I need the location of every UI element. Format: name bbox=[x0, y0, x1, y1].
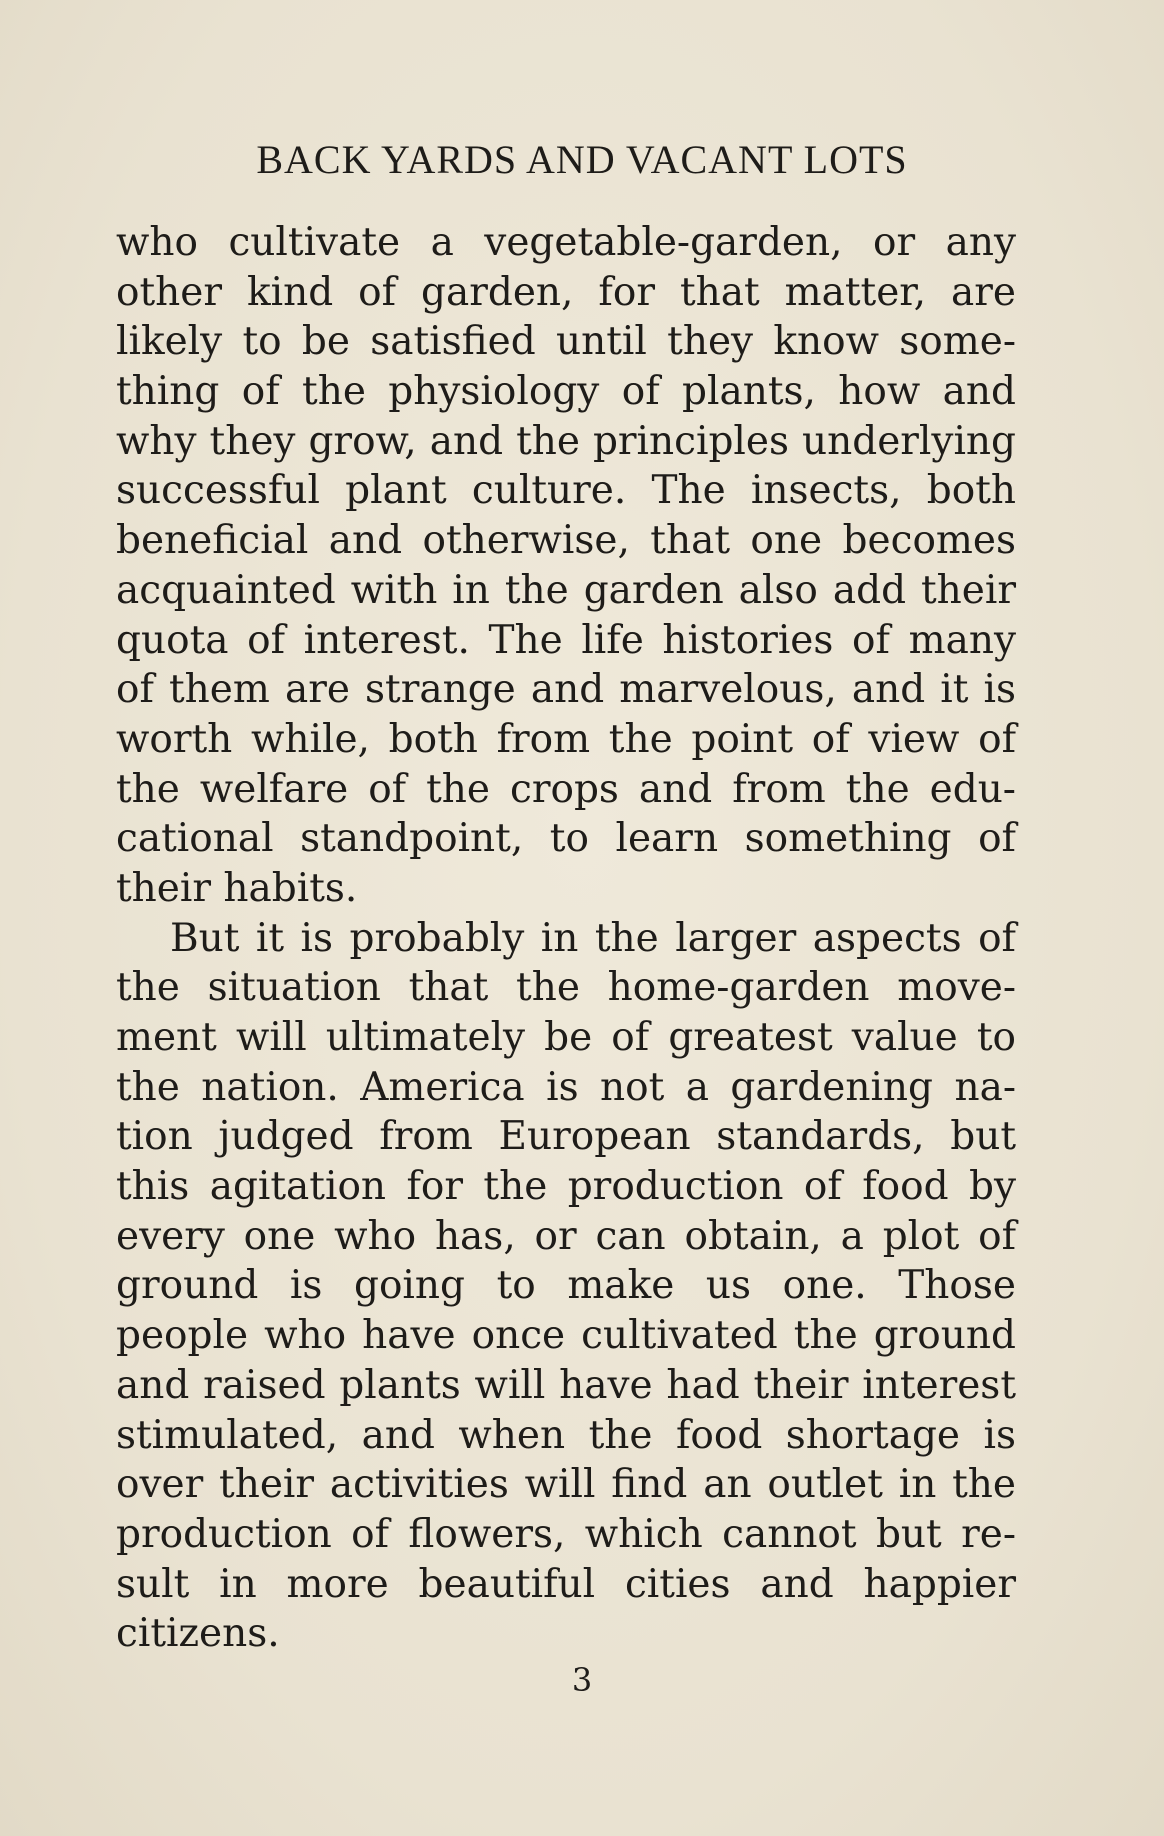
body-text bbox=[116, 218, 1016, 1659]
page-number: 3 bbox=[571, 1661, 593, 1699]
text-line: and raised plants will have had their interest bbox=[116, 1362, 1016, 1408]
text-line: acquainted with in the garden also add their bbox=[116, 567, 1016, 613]
text-line: ground is going to make us one. Those bbox=[116, 1263, 1016, 1309]
paragraph-2 bbox=[116, 914, 1016, 1659]
text-line: cational standpoint, to learn something of bbox=[116, 816, 1016, 862]
text-line: beneficial and otherwise, that one becomes bbox=[116, 518, 1016, 564]
text-line: the nation. America is not a gardening na- bbox=[116, 1064, 1016, 1110]
text-line: But it is probably in the larger aspects of bbox=[170, 915, 1016, 961]
text-line: thing of the physiology of plants, how and bbox=[116, 369, 1016, 415]
text-line: stimulated, and when the food shortage is bbox=[116, 1412, 1016, 1458]
text-line: why they grow, and the principles underlying bbox=[116, 418, 1016, 464]
text-line: the welfare of the crops and from the edu- bbox=[116, 766, 1016, 812]
text-line: production of flowers, which cannot but re- bbox=[116, 1511, 1016, 1557]
text-line: the situation that the home-garden move- bbox=[116, 965, 1016, 1011]
text-line: worth while, both from the point of view of bbox=[116, 716, 1016, 762]
running-head: BACK YARDS AND VACANT LOTS bbox=[256, 137, 908, 182]
text-line: every one who has, or can obtain, a plot of bbox=[116, 1213, 1016, 1259]
text-line: this agitation for the production of food by bbox=[116, 1164, 1016, 1210]
text-line: people who have once cultivated the ground bbox=[116, 1313, 1016, 1359]
text-line: over their activities will find an outlet in the bbox=[116, 1462, 1016, 1508]
text-line: tion judged from European standards, but bbox=[116, 1114, 1016, 1160]
text-line: who cultivate a vegetable-garden, or any bbox=[116, 220, 1016, 265]
text-line: their habits. bbox=[116, 865, 358, 911]
text-line: successful plant culture. The insects, both bbox=[116, 468, 1016, 514]
text-line: likely to be satisfied until they know some- bbox=[116, 319, 1016, 365]
text-line: quota of interest. The life histories of many bbox=[116, 617, 1016, 663]
text-line: sult in more beautiful cities and happier bbox=[116, 1561, 1016, 1607]
paragraph-1 bbox=[116, 218, 1016, 914]
text-line: citizens. bbox=[116, 1611, 280, 1657]
text-line: other kind of garden, for that matter, are bbox=[116, 269, 1016, 315]
text-line: ment will ultimately be of greatest value to bbox=[116, 1015, 1016, 1060]
text-line: of them are strange and marvelous, and it is bbox=[116, 667, 1016, 713]
